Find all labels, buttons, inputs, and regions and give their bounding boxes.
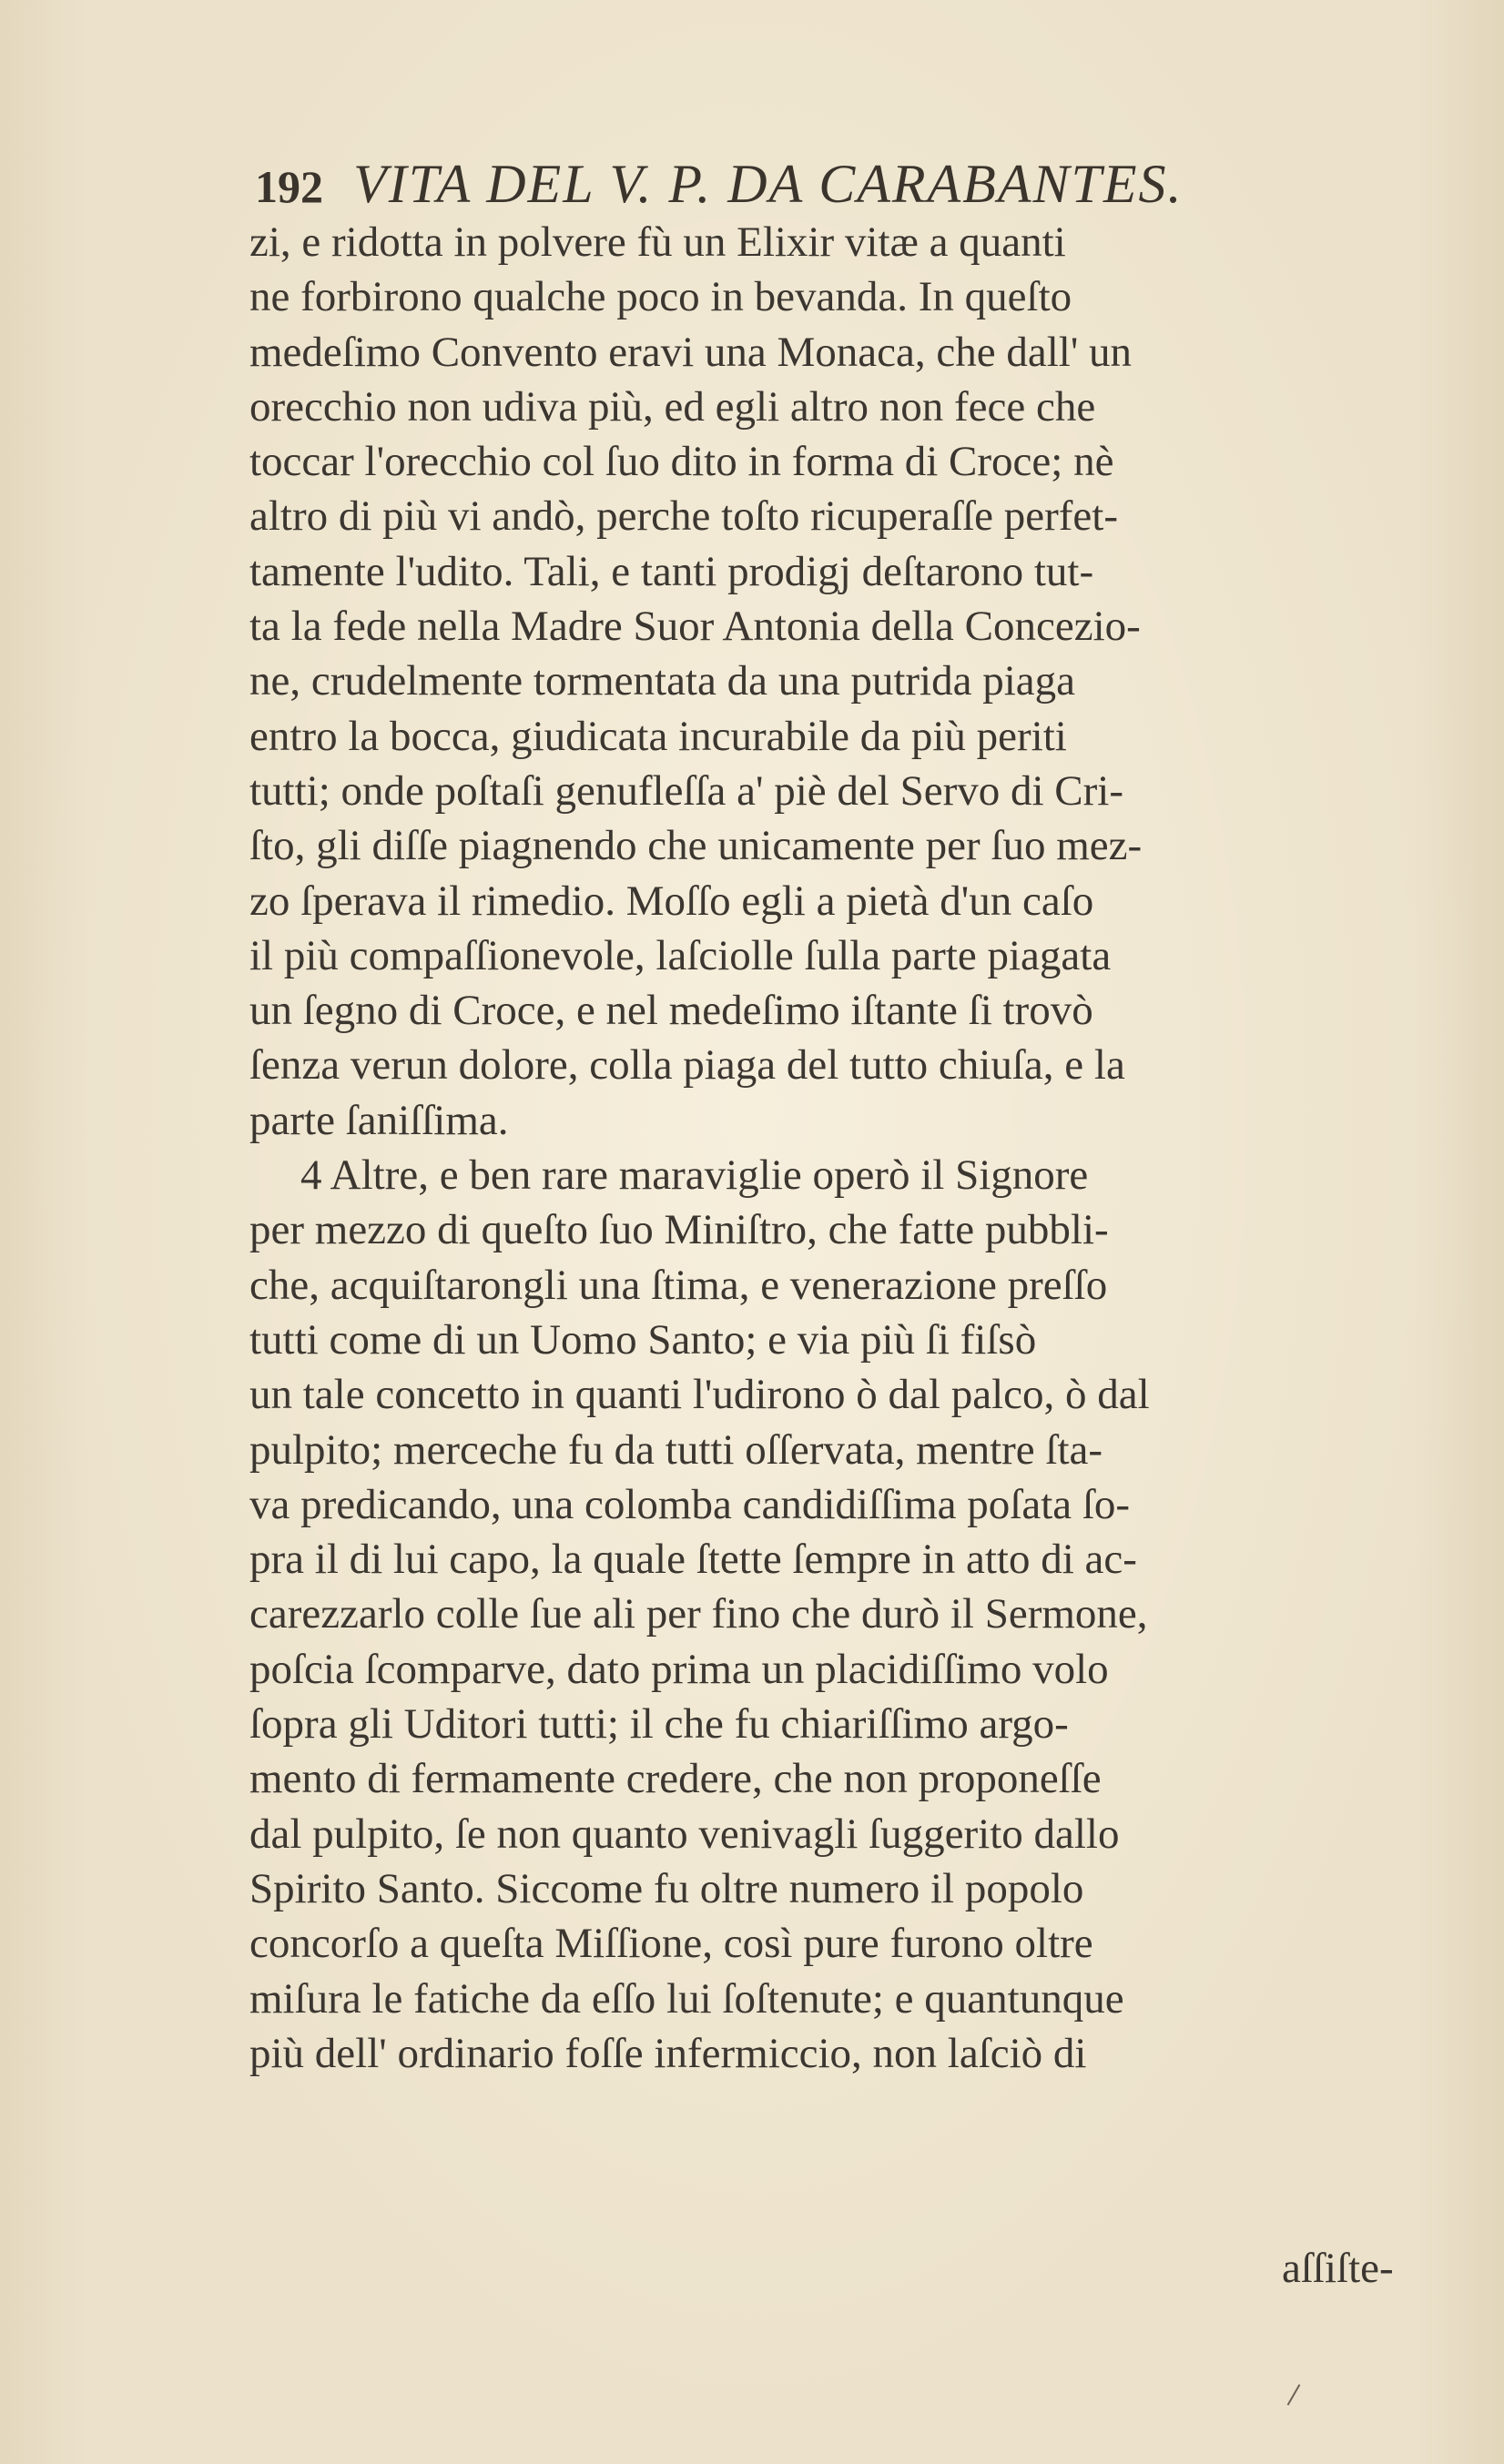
text-line: miſura le fatiche da eſſo lui ſoſtenute; e quantunque [249, 1974, 1124, 2023]
text-line: pra il di lui capo, la quale ſtette ſempre in atto di ac- [249, 1536, 1137, 1584]
text-line: zi, e ridotta in polvere fù un Elixir vitæ a quanti [249, 218, 1066, 266]
text-line: va predicando, una colomba candidiſſima poſata ſo- [249, 1480, 1131, 1528]
text-line: ſenza verun dolore, colla piaga del tutto chiuſa, e la [249, 1041, 1125, 1090]
text-line: tamente l'udito. Tali, e tanti prodigj deſtarono tut- [249, 547, 1094, 595]
text-line: più dell' ordinario foſſe infermiccio, non laſciò di [249, 2029, 1087, 2077]
text-line: tutti; onde poſtaſi genufleſſa a' piè del Servo di Cri- [249, 766, 1123, 815]
text-line: per mezzo di queſto ſuo Miniſtro, che fatte pubbli- [249, 1206, 1109, 1254]
text-line: tutti come di un Uomo Santo; e via più ſi fiſsò [249, 1315, 1037, 1364]
text-line: carezzarlo colle ſue ali per fino che durò il Sermone, [249, 1590, 1148, 1638]
text-line: ne forbirono qualche poco in bevanda. In queſto [249, 273, 1072, 321]
text-line: un tale concetto in quanti l'udirono ò dal palco, ò dal [249, 1371, 1150, 1419]
text-line: poſcia ſcomparve, dato prima un placidiſſimo volo [249, 1645, 1109, 1693]
catchword: aſſiſte- [1282, 2245, 1394, 2292]
text-line: entro la bocca, giudicata incurabile da più periti [249, 712, 1067, 760]
text-line: medeſimo Convento eravi una Monaca, che dall' un [249, 328, 1133, 376]
page-number: 192 [255, 161, 323, 212]
text-line: un ſegno di Croce, e nel medeſimo iſtante ſi trovò [249, 987, 1093, 1035]
text-line: orecchio non udiva più, ed egli altro non fece che [249, 382, 1096, 431]
text-line: toccar l'orecchio col ſuo dito in forma di Croce; nè [249, 438, 1114, 486]
text-line: concorſo a queſta Miſſione, così pure furono oltre [249, 1920, 1093, 1968]
body-text [249, 215, 1504, 2081]
text-line: altro di più vi andò, perche toſto ricuperaſſe perfet- [249, 492, 1118, 541]
text-line: ſto, gli diſſe piagnendo che unicamente per ſuo mez- [249, 822, 1143, 870]
paragraph-start-line: 4 Altre, e ben rare maraviglie operò il Signore [300, 1151, 1089, 1200]
text-line: ſopra gli Uditori tutti; il che fu chiariſſimo argo- [249, 1700, 1069, 1749]
text-line: pulpito; merceche fu da tutti oſſervata, mentre ſta- [249, 1425, 1103, 1474]
text-line: dal pulpito, ſe non quanto venivagli ſuggerito dallo [249, 1810, 1120, 1858]
text-line: che, acquiſtarongli una ſtima, e venerazione preſſo [249, 1261, 1108, 1309]
text-line: ta la fede nella Madre Suor Antonia della Concezio- [249, 603, 1141, 651]
ink-mark [1287, 2384, 1301, 2406]
text-line: zo ſperava il rimedio. Moſſo egli a pietà d'un caſo [249, 877, 1094, 925]
text-line: ne, crudelmente tormentata da una putrida piaga [249, 657, 1075, 705]
text-line: il più compaſſionevole, laſciolle ſulla parte piagata [249, 931, 1112, 979]
text-line: mento di fermamente credere, che non proponeſſe [249, 1755, 1102, 1803]
running-head: VITA DEL V. P. DA CARABANTES. [353, 154, 1184, 214]
text-line: Spirito Santo. Siccome fu oltre numero il popolo [249, 1864, 1084, 1912]
text-line: parte ſaniſſima. [249, 1096, 509, 1144]
